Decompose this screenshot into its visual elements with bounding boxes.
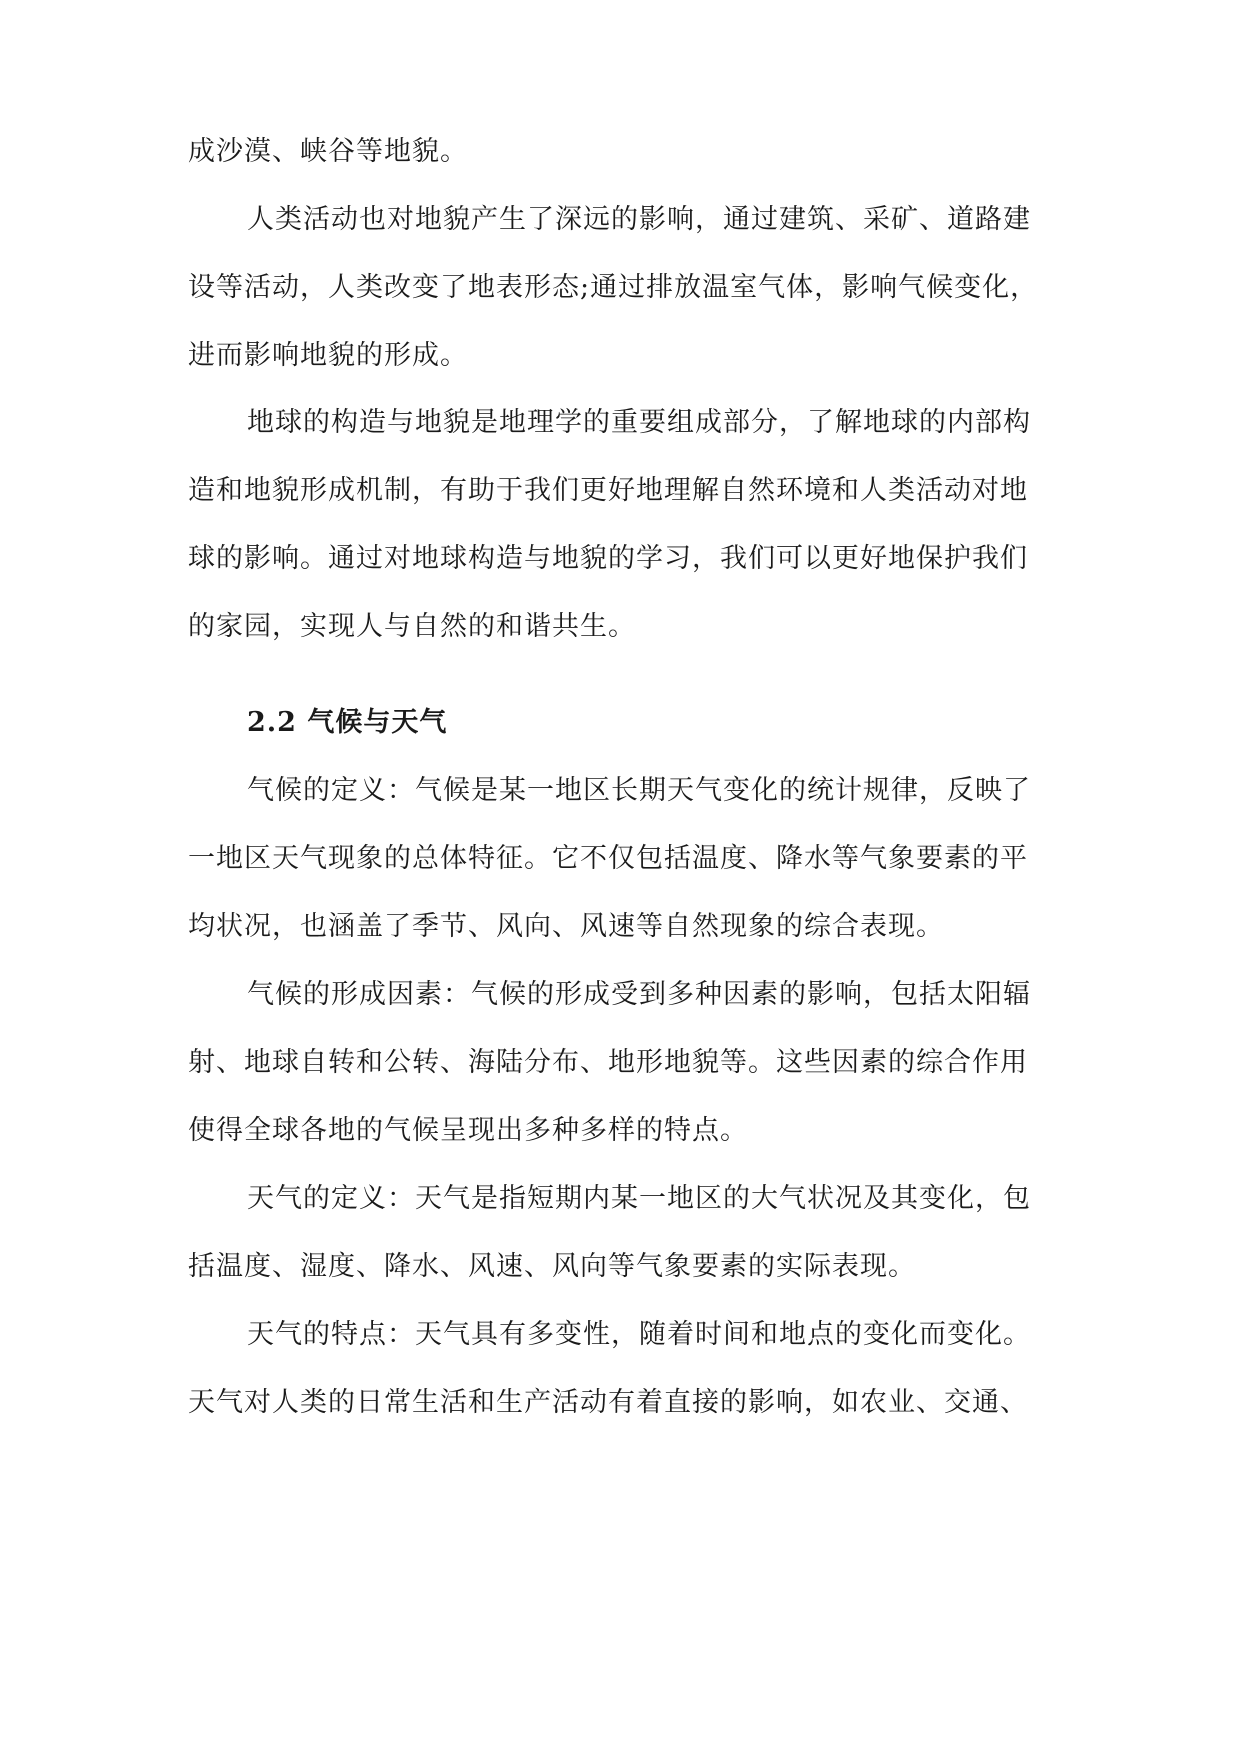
paragraph-line: 使得全球各地的气候呈现出多种多样的特点。 (188, 1115, 748, 1146)
paragraph-line: 射、地球自转和公转、海陆分布、地形地貌等。这些因素的综合作用 (188, 1047, 1028, 1078)
section-heading: 2.2 气候与天气 (247, 707, 448, 738)
paragraph-line: 天气对人类的日常生活和生产活动有着直接的影响，如农业、交通、 (188, 1387, 1028, 1418)
paragraph-line: 成沙漠、峡谷等地貌。 (188, 136, 468, 167)
paragraph-line: 气候的形成因素：气候的形成受到多种因素的影响，包括太阳辐 (247, 979, 1031, 1010)
paragraph-line: 进而影响地貌的形成。 (188, 340, 468, 371)
paragraph-line: 球的影响。通过对地球构造与地貌的学习，我们可以更好地保护我们 (188, 543, 1028, 574)
paragraph-line: 一地区天气现象的总体特征。它不仅包括温度、降水等气象要素的平 (188, 843, 1028, 874)
paragraph-line: 设等活动，人类改变了地表形态;通过排放温室气体，影响气候变化， (188, 272, 1039, 303)
paragraph-line: 的家园，实现人与自然的和谐共生。 (188, 611, 636, 642)
paragraph-line: 天气的特点：天气具有多变性，随着时间和地点的变化而变化。 (247, 1319, 1031, 1350)
paragraph-line: 天气的定义：天气是指短期内某一地区的大气状况及其变化，包 (247, 1183, 1031, 1214)
paragraph-line: 人类活动也对地貌产生了深远的影响，通过建筑、采矿、道路建 (247, 204, 1031, 235)
paragraph-line: 造和地貌形成机制，有助于我们更好地理解自然环境和人类活动对地 (188, 475, 1028, 506)
paragraph-line: 均状况，也涵盖了季节、风向、风速等自然现象的综合表现。 (188, 911, 944, 942)
paragraph-line: 气候的定义：气候是某一地区长期天气变化的统计规律，反映了 (247, 775, 1031, 806)
paragraph-line: 括温度、湿度、降水、风速、风向等气象要素的实际表现。 (188, 1251, 916, 1282)
paragraph-line: 地球的构造与地貌是地理学的重要组成部分，了解地球的内部构 (247, 407, 1031, 438)
